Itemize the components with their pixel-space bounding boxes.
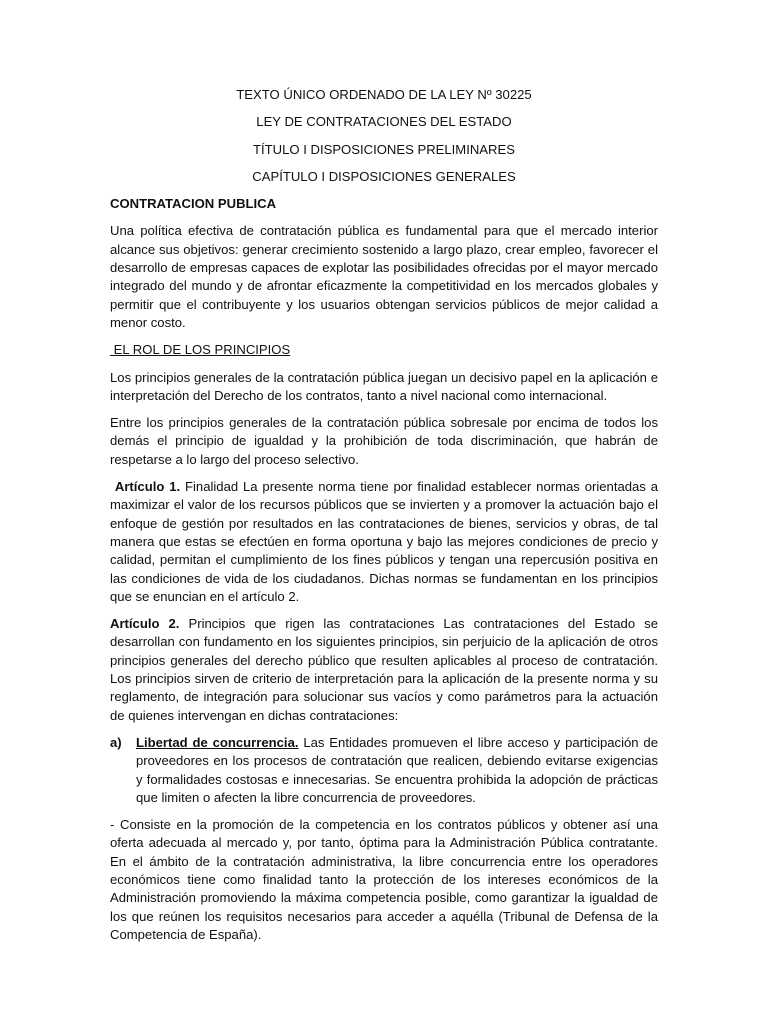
- paragraph-closing: - Consiste en la promoción de la competencia en los contratos públicos y obtener así una oferta adecuada al mercado y, por tanto, óptima para la Administración Pública contratante. En el ámbito de la contratación administrativa, la libre concurrencia entre los operadores económicos tiene como finalidad tanto la protección de los intereses económicos de la Administración promoviendo la máxima competencia posible, como garantizar la igualdad de los que reúnen los requisitos necesarios para acceder a aquélla (Tribunal de Defensa de la Competencia de España).: [110, 817, 658, 942]
- paragraph-contratacion: Una política efectiva de contratación pública es fundamental para que el mercado interior alcance sus objetivos: generar crecimiento sostenido a largo plazo, crear empleo, favorecer el desarrollo de empresas capaces de explotar las posibilidades ofrecidas por el mayor mercado integrado del mundo y de afrontar eficazmente la competitividad en los mercados globales y permitir que el contribuyente y los usuarios obtengan servicios públicos de mejor calidad a menor costo.: [110, 223, 658, 330]
- title-line-4: CAPÍTULO I DISPOSICIONES GENERALES: [252, 168, 516, 184]
- article-1: [110, 478, 658, 606]
- section-heading-contratacion: CONTRATACION PUBLICA: [110, 196, 277, 212]
- article-2-label: Artículo 2.: [110, 616, 180, 632]
- list-item-a-text: Las Entidades promueven el libre acceso y participación de proveedores en los procesos de contratación que realicen, debiendo evitarse exigencias y formalidades costosas e innecesarias. Se encuentra prohibida la adopción de prácticas que limiten o afecten la libre concurrencia de proveedores.: [136, 734, 658, 805]
- paragraph-principios-1: Los principios generales de la contratación pública juegan un decisivo papel en la aplicación e interpretación del Derecho de los contratos, tanto a nivel nacional como internacional.: [110, 369, 658, 403]
- article-1-text: Finalidad La presente norma tiene por finalidad establecer normas orientadas a maximizar el valor de los recursos públicos que se invierten y a promover la actuación bajo el enfoque de gestión por resultados en las contrataciones de bienes, servicios y obras, de tal manera que estas se efectúen en forma oportuna y bajo las mejores condiciones de precio y calidad, permitan el cumplimiento de los fines públicos y tengan una repercusión positiva en las condiciones de vida de los ciudadanos. Dichas normas se fundamentan en los principios que se enuncian en el artículo 2.: [110, 479, 659, 604]
- list-item-a-body: [136, 734, 658, 807]
- article-2-text: Principios que rigen las contrataciones Las contrataciones del Estado se desarrollan con fundamento en los siguientes principios, sin perjuicio de la aplicación de otros principios generales del derecho público que resulten aplicables al proceso de contratación. Los principios sirven de criterio de interpretación para la aplicación de la presente norma y su reglamento, de integración para solucionar sus vacíos y como parámetros para la actuación de quienes intervengan en dichas contrataciones:: [110, 616, 659, 723]
- list-item-a: [110, 734, 658, 807]
- title-line-3: TÍTULO I DISPOSICIONES PRELIMINARES: [253, 141, 515, 157]
- title-line-1: TEXTO ÚNICO ORDENADO DE LA LEY Nº 30225: [236, 87, 532, 102]
- title-line-2: LEY DE CONTRATACIONES DEL ESTADO: [256, 114, 512, 130]
- paragraph-principios-2: Entre los principios generales de la contratación pública sobresale por encima de todos los demás el principio de igualdad y la prohibición de toda discriminación, que habrán de respetarse a lo largo del proceso selectivo.: [110, 415, 658, 467]
- list-item-a-marker: a): [110, 734, 122, 750]
- list-item-a-title: Libertad de concurrencia.: [136, 734, 299, 750]
- section-heading-principios-text: EL ROL DE LOS PRINCIPIOS: [113, 342, 291, 358]
- section-heading-principios: [110, 341, 658, 359]
- article-1-label: Artículo 1.: [114, 479, 181, 495]
- article-2: [110, 615, 658, 725]
